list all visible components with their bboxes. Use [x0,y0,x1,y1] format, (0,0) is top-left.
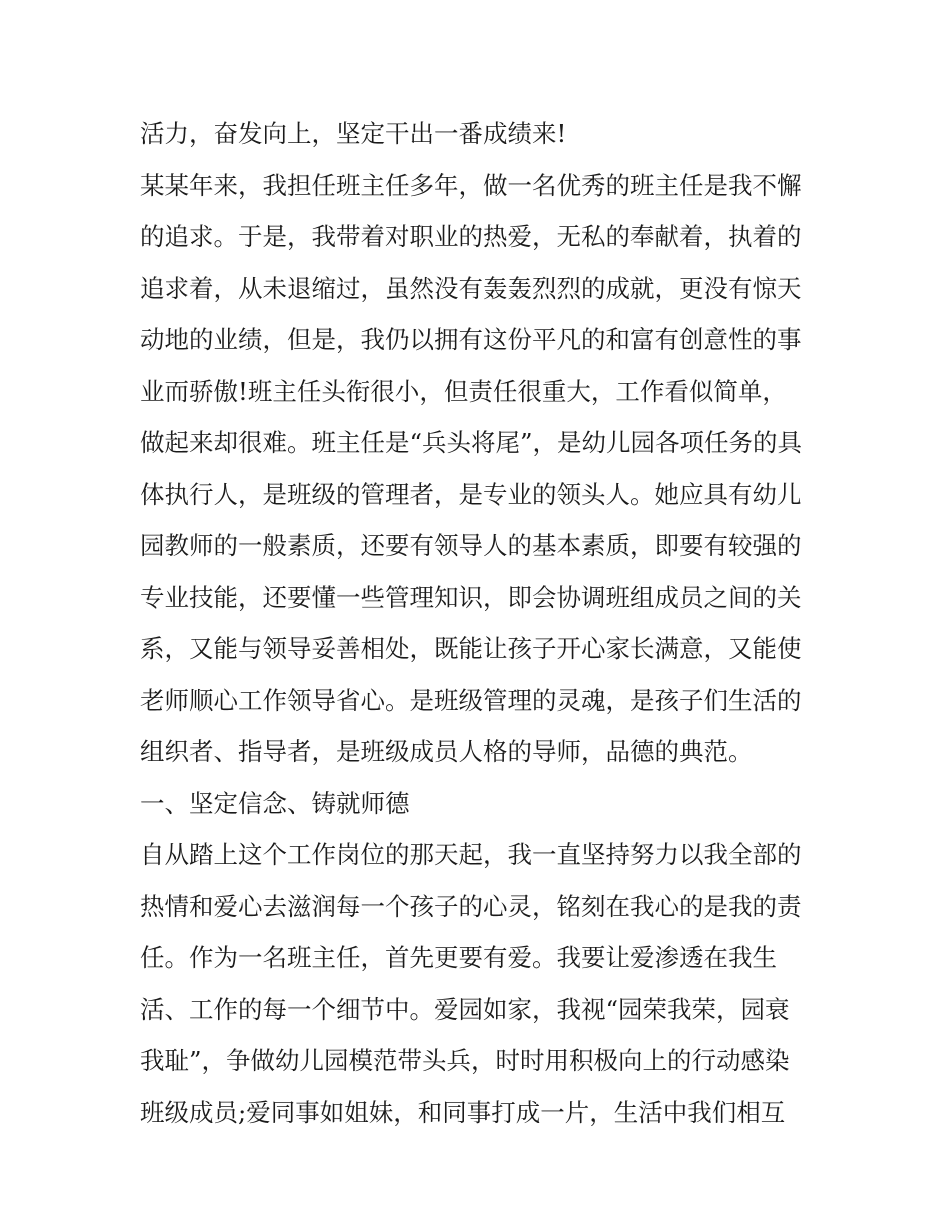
text-line: 活、工作的每一个细节中。爱园如家，我视“园荣我荣，园衰 [140,994,790,1024]
text-line: 某某年来，我担任班主任多年，做一名优秀的班主任是我不懈 [140,170,802,200]
text-line: 自从踏上这个工作岗位的那天起，我一直坚持努力以我全部的 [140,840,802,869]
text-line: 班级成员;爱同事如姐妹，和同事打成一片，生活中我们相互 [140,1097,786,1127]
text-line: 我耻”，争做幼儿园模范带头兵，时时用积极向上的行动感染 [140,1046,790,1075]
section-heading: 一、坚定信念、铸就师德 [140,788,410,818]
text-line: 专业技能，还要懂一些管理知识，即会协调班组成员之间的关 [140,582,802,612]
text-line: 的追求。于是，我带着对职业的热爱，无私的奉献着，执着的 [140,222,802,251]
text-line: 系，又能与领导妥善相处，既能让孩子开心家长满意，又能使 [140,634,802,663]
text-line: 追求着，从未退缩过，虽然没有轰轰烈烈的成就，更没有惊天 [140,273,802,303]
text-line: 热情和爱心去滋润每一个孩子的心灵，铭刻在我心的是我的责 [140,891,802,921]
text-line: 园教师的一般素质，还要有领导人的基本素质，即要有较强的 [140,531,802,560]
text-line: 活力，奋发向上，坚定干出一番成绩来! [140,119,567,148]
text-line: 组织者、指导者，是班级成员人格的导师，品德的典范。 [140,737,753,766]
text-line: 业而骄傲!班主任头衔很小，但责任很重大，工作看似简单， [140,376,787,406]
text-line: 任。作为一名班主任，首先更要有爱。我要让爱渗透在我生 [140,943,777,972]
text-line: 做起来却很难。班主任是“兵头将尾”，是幼儿园各项任务的具 [140,428,803,457]
text-line: 动地的业绩，但是，我仍以拥有这份平凡的和富有创意性的事 [140,325,802,354]
text-line: 体执行人，是班级的管理者，是专业的领头人。她应具有幼儿 [140,479,802,509]
body-text [140,108,820,1138]
text-line: 老师顺心工作领导省心。是班级管理的灵魂，是孩子们生活的 [140,685,802,715]
